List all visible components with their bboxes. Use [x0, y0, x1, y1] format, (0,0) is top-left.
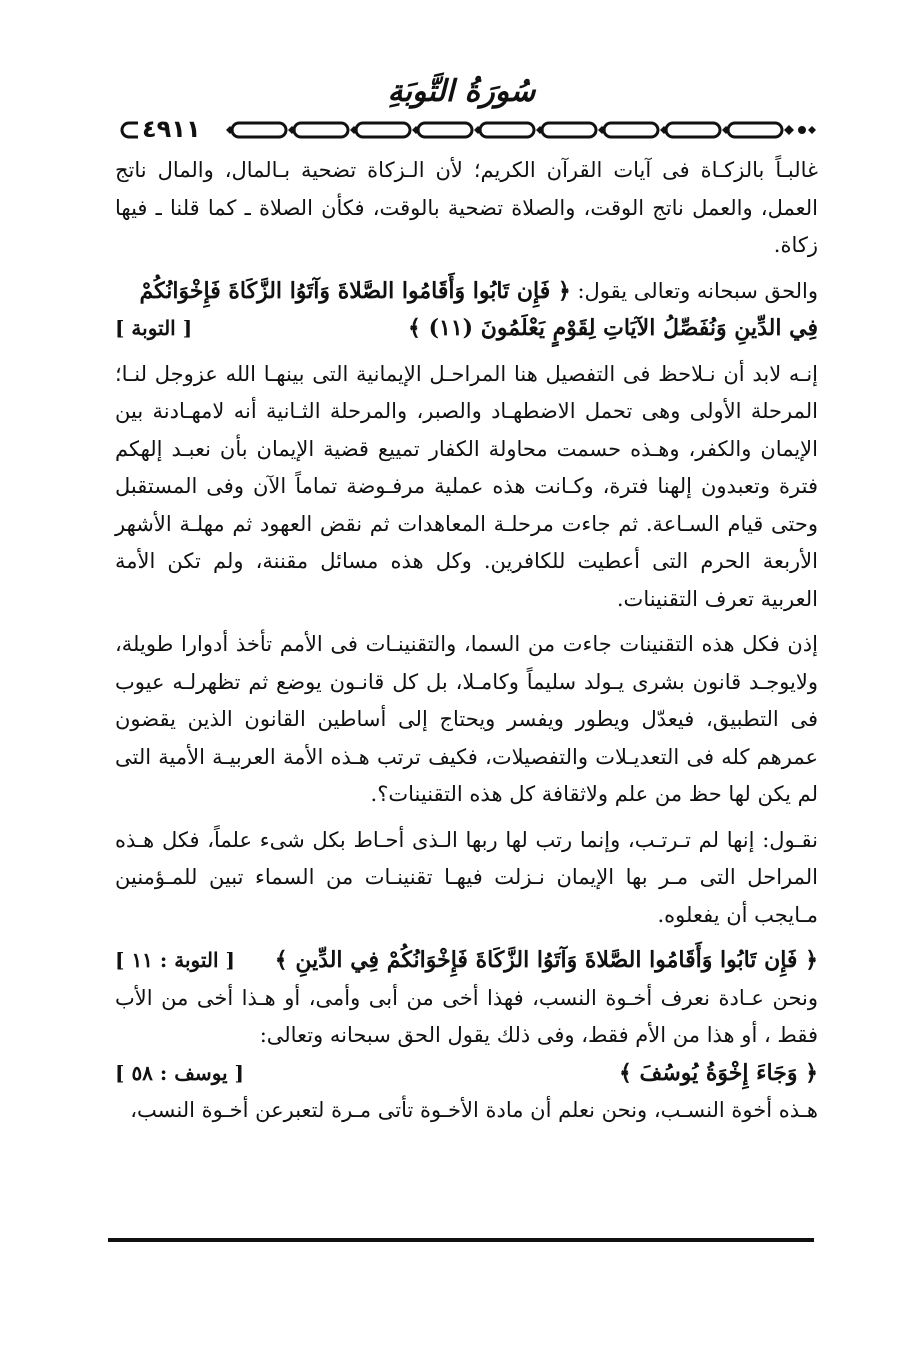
verse-line — [115, 310, 818, 348]
quran-verse: ﴿ وَجَاءَ إِخْوَةُ يُوسُفَ ﴾ — [619, 1059, 818, 1086]
ornamental-header-border — [114, 115, 819, 145]
page-body — [115, 152, 818, 1130]
verse-line — [115, 1055, 818, 1093]
paragraph: ونحن عـادة نعرف أخـوة النسب، فهذا أخى من أبى وأمى، أو هـذا أخى من الأب فقط ، أو هذا من الأم فقط، وفى ذلك يقول الحق سبحانه وتعالى: — [115, 985, 818, 1047]
quran-verse: ﴿ فَإِن تَابُوا وَأَقَامُوا الصَّلاةَ وَآتَوُا الزَّكَاةَ فَإِخْوَانُكُمْ — [139, 277, 571, 304]
verse-line — [115, 942, 818, 980]
verse-intro-text: والحق سبحانه وتعالى يقول: — [570, 278, 818, 303]
paragraph: إذن فكل هذه التقنينات جاءت من السما، والتقنينـات فى الأمم تأخذ أدوارا طويلة، ولايوجـد قانون بشرى يـولد سليماً وكامـلا، بل كل قانـون يوضع ثم تظهرلـه عيوب فى التطبيق، فيعدّل ويطور ويفسر ويحتاج إلى أساطين القانون الذين يقضون عمرهم كله فى التعديـلات والتفصيلات، فكيف ترتب هـذه الأمة العربيـة الأمية التى لم يكن لها حظ من علم ولاثقافة كل هذه التقنينات؟. — [115, 632, 818, 806]
page-number: ٤٩١١ — [138, 114, 205, 144]
footer-rule — [108, 1238, 814, 1242]
paragraph: إنـه لابد أن نـلاحظ فى التفصيل هنا المراحـل الإيمانية التى بينهـا الله عزوجل لنـا؛ المرحلة الأولى وهى تحمل الاضطهـاد والصبر، والمرحلة الثـانية أنه لامهـادنة بين الإيمان والكفر، وهـذه حسمت محاولة الكفار تمييع قضية الإيمان بأن نعبـد إلهكم فترة وتعبدون إلهنا فترة، وكـانت هذه عملية مرفـوضة تماماً الآن وفى المستقبل وحتى قيام السـاعة. ثم جاءت مرحلـة المعاهدات ثم نقض العهود ثم مهلـة الأشهر الأربعة الحرم التى أعطيت للكافرين. وكل هذه مسائل مقننة، ولم تكن الأمة العربية تعرف التقنينات. — [115, 361, 818, 611]
paragraph: هـذه أخوة النسـب، ونحن نعلم أن مادة الأخـوة تأتى مـرة لتعبرعن أخـوة النسب، — [130, 1098, 818, 1122]
quran-verse: فِي الدِّينِ وَنُفَصِّلُ الآيَاتِ لِقَوْمٍ يَعْلَمُونَ (١١) ﴾ — [408, 315, 818, 341]
quran-verse: ﴿ فَإِن تَابُوا وَأَقَامُوا الصَّلاةَ وَآتَوُا الزَّكَاةَ فَإِخْوَانُكُمْ فِي الدِّينِ ﴾ — [274, 947, 818, 973]
surah-title: سُورَةُ التَّوبَةِ — [387, 74, 536, 109]
verse-reference: [ يوسف : ٥٨ ] — [115, 1060, 245, 1085]
paragraph: نقـول: إنها لم تـرتـب، وإنما رتب لها ربها الـذى أحـاط بكل شىء علماً، فكل هـذه المراحل التى مـر بها الإيمان نـزلت فيهـا تقنينـات من السماء تبين للمـؤمنين مـايجب أن يفعلوه. — [115, 827, 818, 927]
verse-intro-paragraph — [115, 273, 818, 311]
verse-reference: [ التوبة : ١١ ] — [115, 948, 235, 972]
paragraph: غالبـاً بالزكـاة فى آيات القرآن الكريم؛ لأن الـزكاة تضحية بـالمال، والمال ناتج العمل، والعمل ناتج الوقت، والصلاة تضحية بالوقت، فكأن الصلاة ـ كما قلنا ـ فيها زكاة. — [115, 158, 818, 257]
verse-reference: [ التوبة ] — [115, 316, 193, 340]
